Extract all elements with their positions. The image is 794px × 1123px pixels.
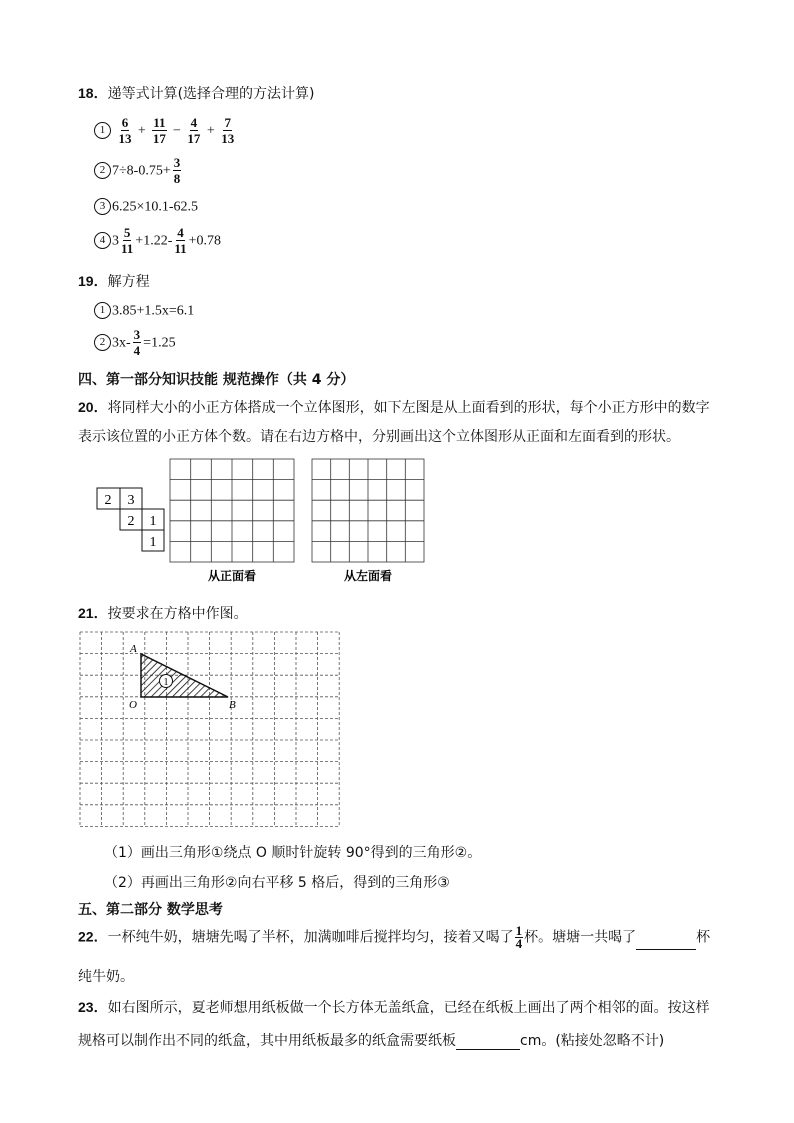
cell-number: 2 xyxy=(104,493,112,508)
fraction: $\frac{4}{17}$ xyxy=(187,115,201,146)
fraction: $\frac{5}{11}$ xyxy=(121,225,134,256)
q21-grid-figure[interactable] xyxy=(78,628,354,832)
q23-line2: 规格可以制作出不同的纸盒，其中用纸板最多的纸盒需要纸板 cm。(粘接处忽略不计) xyxy=(78,1033,665,1049)
q18-item-2: 2 7÷8-0.75+ $\frac{3}{8}$ xyxy=(94,156,183,185)
q22-line1: 22．一杯纯牛奶，塘塘先喝了半杯，加满咖啡后搅拌均匀，接着又喝了 $\frac{1}{4}$ 杯。塘塘一共喝了 杯 xyxy=(78,923,711,951)
circled-number: 2 xyxy=(94,162,111,179)
square-grid[interactable] xyxy=(80,632,339,826)
cell-number: 2 xyxy=(127,514,135,529)
circled-number: 1 xyxy=(94,122,111,139)
circled-number: 2 xyxy=(94,334,111,351)
fraction: $\frac{3}{8}$ xyxy=(173,155,181,186)
q19-item-1: 1 3.85+1.5x=6.1 xyxy=(94,302,194,320)
left-view-grid[interactable] xyxy=(312,459,424,562)
answer-blank[interactable] xyxy=(456,1035,520,1050)
fraction: $\frac{6}{13}$ xyxy=(118,115,132,146)
fraction: $\frac{11}{17}$ xyxy=(152,115,166,146)
question-number: 22． xyxy=(78,928,108,945)
q22-line2: 纯牛奶。 xyxy=(78,969,134,985)
point-o-label: O xyxy=(129,699,137,711)
q18-item-3: 3 6.25×10.1-62.5 xyxy=(94,198,198,216)
q20-line2: 表示该位置的小正方体个数。请在右边方格中，分别画出这个立体图形从正面和左面看到的形状。 xyxy=(78,429,680,445)
section-heading: 五、第二部分 数学思考 xyxy=(78,902,223,918)
q20-line1: 20．将同样大小的小正方体搭成一个立体图形，如下左图是从上面看到的形状，每个小正方形中的数字 xyxy=(78,399,710,416)
fraction: $\frac{1}{4}$ xyxy=(515,923,523,951)
q19-header xyxy=(78,271,150,291)
circled-number: 4 xyxy=(94,232,111,249)
question-number: 18． xyxy=(78,85,108,101)
fraction: $\frac{4}{11}$ xyxy=(174,225,187,256)
q19-item-2: 2 3x- $\frac{3}{4}$ =1.25 xyxy=(94,328,176,357)
q20-figure xyxy=(88,456,428,588)
cell-number: 1 xyxy=(149,535,157,550)
left-view-label: 从左面看 xyxy=(343,569,393,583)
q18-item-4: 4 3 $\frac{5}{11}$ +1.22- $\frac{4}{11}$ +0.78 xyxy=(94,226,221,255)
cell-number: 1 xyxy=(149,514,157,529)
answer-blank[interactable] xyxy=(636,935,696,950)
point-a-label: A xyxy=(130,643,137,655)
triangle-label: 1 xyxy=(163,677,169,688)
q23-line1: 23．如右图所示，夏老师想用纸板做一个长方体无盖纸盒，已经在纸板上画出了两个相邻的面。按这样 xyxy=(78,999,710,1016)
question-number: 21． xyxy=(78,605,108,621)
cell-number: 3 xyxy=(127,493,135,508)
question-number: 20． xyxy=(78,399,108,415)
fraction: $\frac{3}{4}$ xyxy=(133,327,141,358)
q18-item-1: 1 $\frac{6}{13}$ + $\frac{11}{17}$ − $\frac{4}{17}$ + $\frac{7}{13}$ xyxy=(94,116,236,145)
q21-step-1: （1）画出三角形①绕点 O 顺时针旋转 90°得到的三角形②。 xyxy=(104,845,482,861)
q18-header xyxy=(78,83,315,103)
question-number: 23． xyxy=(78,999,108,1015)
q21-step-2: （2）再画出三角形②向右平移 5 格后，得到的三角形③ xyxy=(104,875,450,891)
q21-header: 21．按要求在方格中作图。 xyxy=(78,605,248,622)
point-b-label: B xyxy=(229,699,236,711)
front-view-label: 从正面看 xyxy=(207,569,257,583)
circled-number: 1 xyxy=(94,302,111,319)
question-title: 解方程 xyxy=(107,274,150,290)
front-view-grid[interactable] xyxy=(170,459,294,562)
triangle-1 xyxy=(141,654,228,697)
question-number: 19． xyxy=(78,273,108,289)
fraction: $\frac{7}{13}$ xyxy=(221,115,235,146)
section-heading: 四、第一部分知识技能 规范操作（共 4 分） xyxy=(78,372,355,388)
question-title: 递等式计算(选择合理的方法计算) xyxy=(107,86,315,102)
circled-number: 3 xyxy=(94,198,111,215)
